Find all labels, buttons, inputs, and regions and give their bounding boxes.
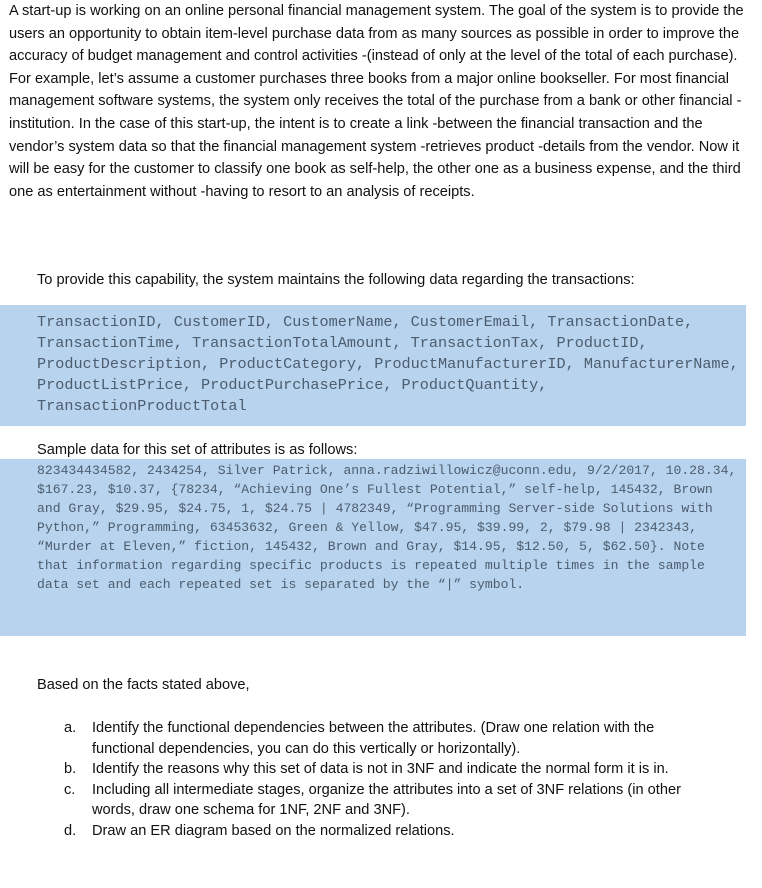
question-marker: a. [64, 720, 77, 736]
question-list [64, 718, 714, 841]
question-item-a [64, 718, 714, 759]
sample-data: 823434434582, 2434254, Silver Patrick, anna.radziwillowicz@uconn.edu, 9/2/2017, 10.28.34, $167.23, $10.37, {78234, “Achieving One’s Fullest Potential,” self-help, 145432, Brown and Gray, $29.95, $24.75, 1, $24.75 | 4782349, “Programming Server-side Solutions with Python,” Programming, 63453632, Green & Yellow, $47.95, $39.99, 2, $79.98 | 2342343, “Murder at Eleven,” fiction, 145432, Brown and Gray, $14.95, $12.50, 5, $62.50}. Note that information regarding specific products is repeated multiple times in the sample data set and each repeated set is separated by the “|” symbol. [37, 463, 737, 592]
question-item-c [64, 780, 714, 821]
question-marker: b. [64, 761, 77, 777]
question-item-d [64, 821, 714, 842]
question-text: Including all intermediate stages, organize the attributes into a set of 3NF relations (in other words, draw one schema for 1NF, 2NF and 3NF). [92, 781, 681, 818]
based-on-text: Based on the facts stated above, [37, 677, 250, 693]
attributes-list: TransactionID, CustomerID, CustomerName, CustomerEmail, TransactionDate, TransactionTime, TransactionTotalAmount, TransactionTax, ProductID, ProductDescription, ProductCategory, ProductManufacturerID, ManufacturerName, ProductListPrice, ProductPurchasePrice, ProductQuantity, TransactionProductTotal [37, 313, 739, 415]
question-item-b [64, 759, 714, 780]
question-marker: d. [64, 822, 77, 839]
intro-paragraph: A start-up is working on an online personal financial management system. The goal of the system is to provide the users an opportunity to obtain item-level purchase data from as many sources as possible in order to improve the accuracy of budget management and control activities -(instead of only at the level of the total of each purchase). For example, let’s assume a customer purchases three books from a major online bookseller. For most financial management software systems, the system only receives the total of the purchase from a bank or other financial -institution. In the case of this start-up, the intent is to create a link -between the financial transaction and the vendor’s system data so that the financial management system -retrieves product -details from the vendor. Now it will be easy for the customer to classify one book as self-help, the other one as a business expense, and the third one as entertainment without -having to resort to an analysis of receipts. [9, 3, 744, 200]
attributes-lead: To provide this capability, the system maintains the following data regarding the transactions: [37, 272, 635, 288]
sample-label: Sample data for this set of attributes is as follows: [37, 442, 358, 458]
question-marker: c. [64, 781, 76, 798]
question-text: Identify the functional dependencies between the attributes. (Draw one relation with the functional dependencies, you can do this vertically or horizontally). [92, 720, 655, 757]
question-text: Identify the reasons why this set of data is not in 3NF and indicate the normal form it is in. [92, 761, 669, 777]
question-text: Draw an ER diagram based on the normalized relations. [92, 822, 455, 839]
